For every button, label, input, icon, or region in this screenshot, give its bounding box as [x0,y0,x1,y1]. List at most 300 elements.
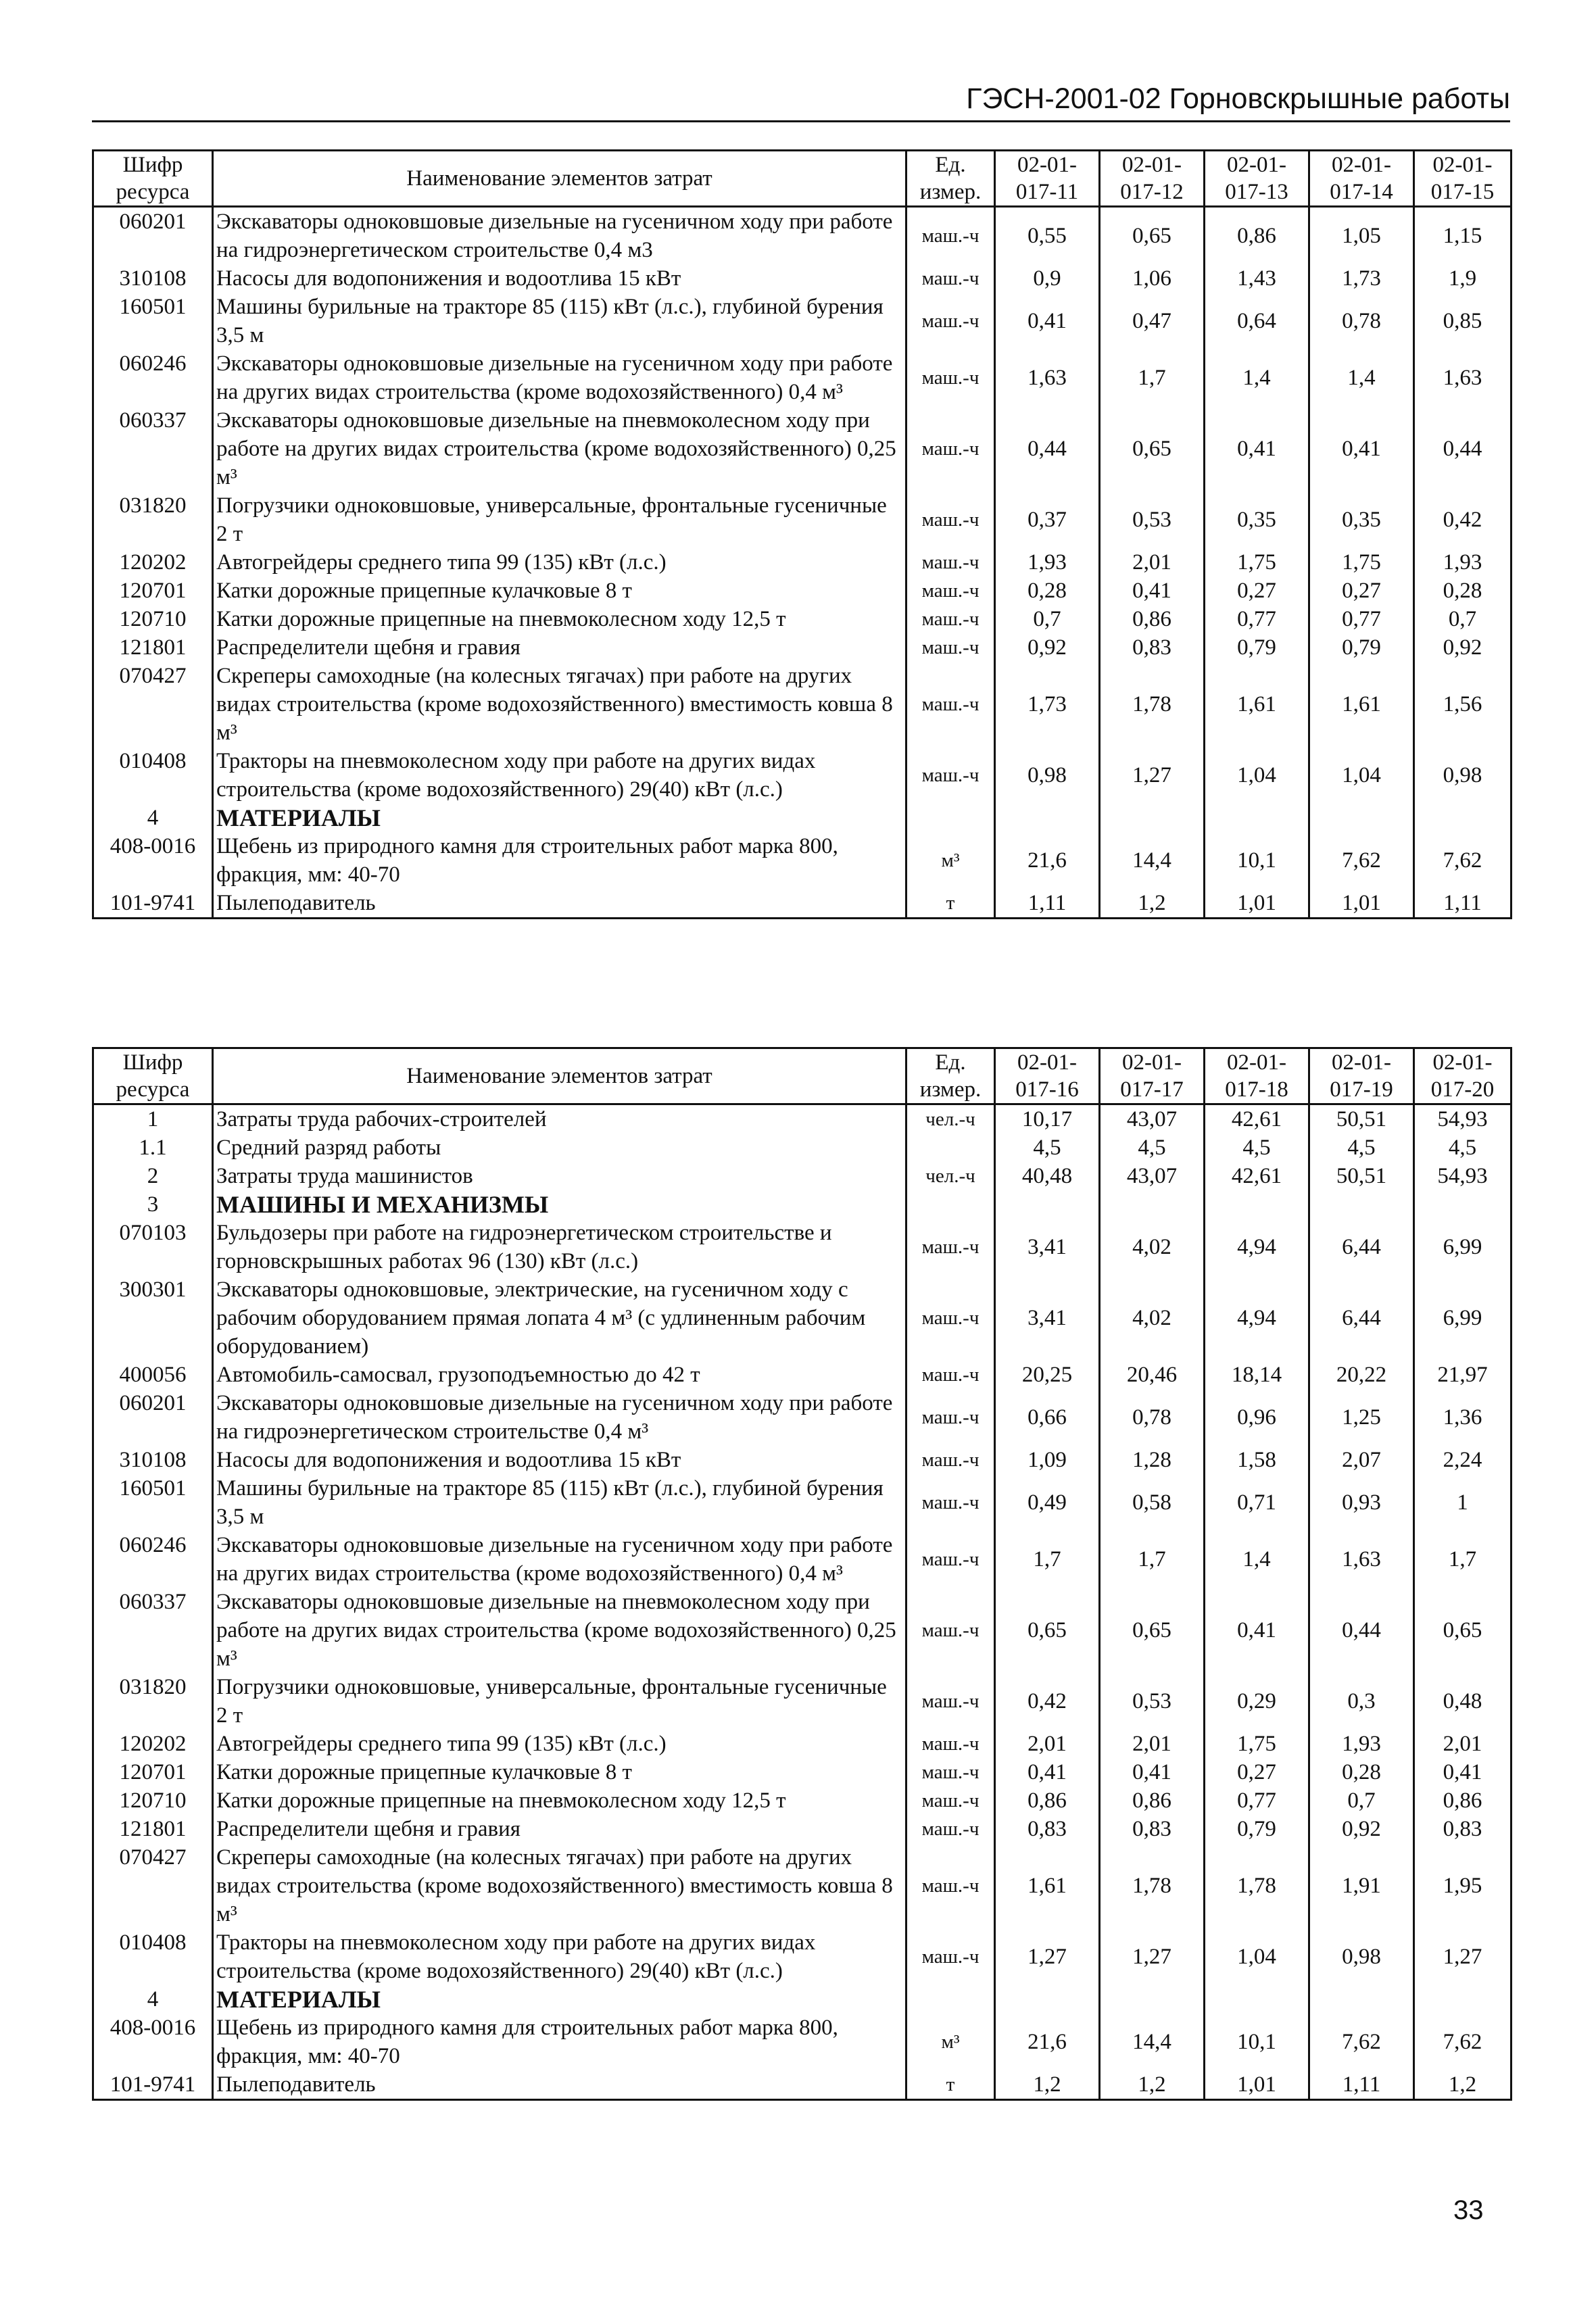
resource-table-2 [92,1047,1512,2101]
norm-value: 4,5 [1414,1134,1512,1162]
norm-value: 1,2 [1100,889,1205,919]
unit-of-measure: м³ [906,832,995,889]
table-header-row [93,151,1512,207]
unit-of-measure: маш.-ч [906,1275,995,1361]
norm-value: 7,62 [1414,832,1512,889]
norm-value: 0,71 [1205,1474,1309,1531]
resource-name: Экскаваторы одноковшовые дизельные на гусеничном ходу при работе на гидроэнергетическом строительстве 0,4 м³ [213,1389,906,1446]
resource-code: 310108 [93,1446,213,1474]
resource-name: Насосы для водопонижения и водоотлива 15 кВт [213,264,906,293]
resource-code: 060246 [93,1531,213,1588]
table-row [93,605,1512,633]
resource-name: Автогрейдеры среднего типа 99 (135) кВт (л.с.) [213,548,906,577]
norm-value: 1,78 [1205,1843,1309,1928]
norm-value [1414,804,1512,832]
norm-value: 50,51 [1309,1104,1414,1134]
resource-code: 310108 [93,264,213,293]
col-header-name: Наименование элементов затрат [213,1048,906,1104]
norm-value: 0,48 [1414,1673,1512,1730]
norm-value [995,1190,1100,1219]
table-row [93,1588,1512,1673]
norm-value: 0,83 [1100,1815,1205,1843]
resource-code: 120701 [93,577,213,605]
resource-code: 070103 [93,1219,213,1275]
norm-value: 1,63 [1414,349,1512,406]
unit-of-measure: маш.-ч [906,1815,995,1843]
norm-value [1309,1985,1414,2014]
resource-name: Щебень из природного камня для строительных работ марка 800, фракция, мм: 40-70 [213,832,906,889]
norm-value: 1,01 [1309,889,1414,919]
unit-of-measure: маш.-ч [906,1531,995,1588]
norm-value: 0,49 [995,1474,1100,1531]
norm-value: 1,2 [995,2070,1100,2100]
norm-value: 0,77 [1205,1786,1309,1815]
norm-value: 0,53 [1100,491,1205,548]
norm-value: 0,9 [995,264,1100,293]
norm-value: 1,36 [1414,1389,1512,1446]
norm-value: 0,65 [1414,1588,1512,1673]
section-row [93,1190,1512,1219]
unit-of-measure: маш.-ч [906,747,995,804]
norm-value [1309,804,1414,832]
unit-of-measure [906,1134,995,1162]
norm-value: 1,2 [1100,2070,1205,2100]
unit-of-measure: маш.-ч [906,577,995,605]
unit-of-measure: маш.-ч [906,633,995,662]
norm-value: 4,5 [995,1134,1100,1162]
norm-value: 0,35 [1309,491,1414,548]
col-header-norm: 02-01-017-14 [1309,151,1414,207]
norm-value: 1,04 [1205,747,1309,804]
norm-value: 0,41 [1205,406,1309,491]
resource-name: Погрузчики одноковшовые, универсальные, фронтальные гусеничные 2 т [213,491,906,548]
norm-value: 14,4 [1100,2014,1205,2070]
table-row [93,1843,1512,1928]
norm-value: 0,53 [1100,1673,1205,1730]
table-row [93,1219,1512,1275]
norm-value: 0,37 [995,491,1100,548]
unit-of-measure: маш.-ч [906,1843,995,1928]
norm-value: 0,92 [1309,1815,1414,1843]
norm-value: 4,94 [1205,1219,1309,1275]
norm-value: 14,4 [1100,832,1205,889]
norm-value: 6,99 [1414,1219,1512,1275]
table-row [93,349,1512,406]
resource-name: Машины бурильные на тракторе 85 (115) кВт (л.с.), глубиной бурения 3,5 м [213,1474,906,1531]
resource-name: Распределители щебня и гравия [213,633,906,662]
table-row [93,747,1512,804]
resource-code: 400056 [93,1361,213,1389]
norm-value: 0,7 [1309,1786,1414,1815]
norm-value: 0,66 [995,1389,1100,1446]
norm-value: 18,14 [1205,1361,1309,1389]
table-row [93,264,1512,293]
unit-of-measure: маш.-ч [906,406,995,491]
norm-value: 1,4 [1205,349,1309,406]
resource-name: Автогрейдеры среднего типа 99 (135) кВт (л.с.) [213,1730,906,1758]
resource-code: 408-0016 [93,832,213,889]
col-header-norm: 02-01-017-11 [995,151,1100,207]
norm-value: 0,35 [1205,491,1309,548]
resource-code: 120202 [93,1730,213,1758]
norm-value: 0,98 [995,747,1100,804]
resource-code: 120710 [93,605,213,633]
resource-code: 2 [93,1162,213,1190]
norm-value: 1,04 [1205,1928,1309,1985]
unit-of-measure: чел.-ч [906,1104,995,1134]
resource-code: 3 [93,1190,213,1219]
resource-code: 4 [93,1985,213,2014]
norm-value: 0,28 [1414,577,1512,605]
norm-value: 3,41 [995,1219,1100,1275]
norm-value: 0,86 [1414,1786,1512,1815]
norm-value: 1,63 [1309,1531,1414,1588]
unit-of-measure: маш.-ч [906,1474,995,1531]
norm-value: 1,15 [1414,207,1512,265]
norm-value: 0,83 [1100,633,1205,662]
norm-value: 0,7 [1414,605,1512,633]
norm-value: 1,27 [1100,1928,1205,1985]
resource-code: 060201 [93,1389,213,1446]
norm-value: 1,27 [1414,1928,1512,1985]
table-row [93,662,1512,747]
norm-value [995,1985,1100,2014]
norm-value: 0,83 [995,1815,1100,1843]
resource-code: 160501 [93,293,213,349]
norm-value: 1,27 [1100,747,1205,804]
norm-value: 7,62 [1309,2014,1414,2070]
unit-of-measure: маш.-ч [906,293,995,349]
table-row [93,1446,1512,1474]
norm-value: 1,11 [1309,2070,1414,2100]
table-row [93,1361,1512,1389]
norm-value: 0,58 [1100,1474,1205,1531]
document-title: ГЭСН-2001-02 Горновскрышные работы [966,82,1510,115]
table-row [93,889,1512,919]
page-number: 33 [1453,2195,1484,2225]
table-row [93,207,1512,265]
norm-value: 21,97 [1414,1361,1512,1389]
norm-value: 0,79 [1205,1815,1309,1843]
unit-of-measure: т [906,889,995,919]
norm-value: 0,86 [1100,605,1205,633]
resource-name: Катки дорожные прицепные кулачковые 8 т [213,577,906,605]
norm-value: 0,27 [1205,1758,1309,1786]
norm-value: 0,41 [1309,406,1414,491]
norm-value: 1,63 [995,349,1100,406]
unit-of-measure: маш.-ч [906,1588,995,1673]
table-row [93,832,1512,889]
norm-value: 2,07 [1309,1446,1414,1474]
resource-code: 121801 [93,1815,213,1843]
resource-table-1 [92,149,1512,919]
resource-code: 060337 [93,1588,213,1673]
norm-value: 1,7 [995,1531,1100,1588]
table-row [93,1389,1512,1446]
col-header-norm: 02-01-017-17 [1100,1048,1205,1104]
table-row [93,1162,1512,1190]
norm-value [995,804,1100,832]
resource-code: 031820 [93,491,213,548]
table-row [93,1730,1512,1758]
table-row [93,1104,1512,1134]
norm-value: 1,91 [1309,1843,1414,1928]
norm-value [1205,1190,1309,1219]
norm-value: 0,42 [1414,491,1512,548]
norm-value: 1,61 [1309,662,1414,747]
table-row [93,491,1512,548]
norm-value: 0,92 [1414,633,1512,662]
norm-value: 21,6 [995,832,1100,889]
norm-value: 1,78 [1100,1843,1205,1928]
resource-code: 060337 [93,406,213,491]
resource-name: Катки дорожные прицепные на пневмоколесном ходу 12,5 т [213,605,906,633]
resource-name: Затраты труда машинистов [213,1162,906,1190]
resource-code: 120701 [93,1758,213,1786]
resource-code: 4 [93,804,213,832]
norm-value: 1,28 [1100,1446,1205,1474]
norm-value: 0,86 [1100,1786,1205,1815]
unit-of-measure: маш.-ч [906,264,995,293]
norm-value: 0,65 [1100,1588,1205,1673]
resource-code: 120202 [93,548,213,577]
norm-value: 1,11 [1414,889,1512,919]
norm-value [1205,804,1309,832]
col-header-norm: 02-01-017-15 [1414,151,1512,207]
unit-of-measure: т [906,2070,995,2100]
table-row [93,1815,1512,1843]
norm-value [1100,1190,1205,1219]
norm-value: 2,01 [1100,1730,1205,1758]
table-row [93,1928,1512,1985]
norm-value: 0,93 [1309,1474,1414,1531]
unit-of-measure: маш.-ч [906,548,995,577]
norm-value: 1,06 [1100,264,1205,293]
norm-value: 1,7 [1100,1531,1205,1588]
norm-value [1100,804,1205,832]
resource-name: Экскаваторы одноковшовые дизельные на гусеничном ходу при работе на гидроэнергетическом строительстве 0,4 м3 [213,207,906,265]
norm-value: 0,44 [995,406,1100,491]
norm-value: 1,58 [1205,1446,1309,1474]
norm-value: 1,4 [1309,349,1414,406]
norm-value [1100,1985,1205,2014]
norm-value: 0,86 [995,1786,1100,1815]
norm-value: 0,78 [1100,1389,1205,1446]
table-row [93,1531,1512,1588]
resource-name: Машины бурильные на тракторе 85 (115) кВт (л.с.), глубиной бурения 3,5 м [213,293,906,349]
unit-of-measure: маш.-ч [906,207,995,265]
table-row [93,548,1512,577]
resource-name: Экскаваторы одноковшовые дизельные на пневмоколесном ходу при работе на других видах строительства (кроме водохозяйственного) 0,25 м³ [213,1588,906,1673]
norm-value: 0,41 [995,293,1100,349]
norm-value: 0,44 [1309,1588,1414,1673]
col-header-code: Шифр ресурса [93,1048,213,1104]
norm-value: 1,09 [995,1446,1100,1474]
norm-value: 0,65 [995,1588,1100,1673]
resource-name: Пылеподавитель [213,2070,906,2100]
norm-value: 2,01 [1100,548,1205,577]
unit-of-measure: маш.-ч [906,1361,995,1389]
norm-value [1309,1190,1414,1219]
unit-of-measure: м³ [906,2014,995,2070]
norm-value: 0,96 [1205,1389,1309,1446]
norm-value: 3,41 [995,1275,1100,1361]
norm-value: 2,01 [1414,1730,1512,1758]
norm-value: 21,6 [995,2014,1100,2070]
norm-value: 1,56 [1414,662,1512,747]
norm-value: 54,93 [1414,1104,1512,1134]
resource-name: Экскаваторы одноковшовые, электрические, на гусеничном ходу с рабочим оборудованием прямая лопата 4 м³ (с удлиненным рабочим оборудованием) [213,1275,906,1361]
norm-value: 1,73 [995,662,1100,747]
resource-code: 160501 [93,1474,213,1531]
unit-of-measure: маш.-ч [906,1928,995,1985]
norm-value: 0,98 [1414,747,1512,804]
table-row [93,2070,1512,2100]
norm-value: 1,93 [995,548,1100,577]
norm-value: 40,48 [995,1162,1100,1190]
norm-value: 0,44 [1414,406,1512,491]
resource-code: 070427 [93,662,213,747]
norm-value: 1,75 [1205,548,1309,577]
norm-value: 1,61 [995,1843,1100,1928]
norm-value: 42,61 [1205,1162,1309,1190]
norm-value: 50,51 [1309,1162,1414,1190]
norm-value [1414,1190,1512,1219]
norm-value: 10,1 [1205,832,1309,889]
section-row [93,1985,1512,2014]
norm-value: 0,64 [1205,293,1309,349]
norm-value: 1,7 [1100,349,1205,406]
resource-code: 060246 [93,349,213,406]
norm-value: 0,7 [995,605,1100,633]
section-title: МАШИНЫ И МЕХАНИЗМЫ [213,1190,906,1219]
norm-value: 0,3 [1309,1673,1414,1730]
norm-value: 1,11 [995,889,1100,919]
col-header-norm: 02-01-017-20 [1414,1048,1512,1104]
norm-value: 1,04 [1309,747,1414,804]
norm-value: 0,28 [995,577,1100,605]
norm-value: 0,77 [1205,605,1309,633]
norm-value: 1,01 [1205,2070,1309,2100]
norm-value: 0,42 [995,1673,1100,1730]
col-header-norm: 02-01-017-13 [1205,151,1309,207]
norm-value: 6,99 [1414,1275,1512,1361]
table-row [93,293,1512,349]
unit-of-measure: маш.-ч [906,1219,995,1275]
norm-value: 1,75 [1309,548,1414,577]
resource-name: Катки дорожные прицепные кулачковые 8 т [213,1758,906,1786]
unit-of-measure: маш.-ч [906,1389,995,1446]
col-header-unit: Ед. измер. [906,151,995,207]
norm-value: 0,78 [1309,293,1414,349]
resource-code: 408-0016 [93,2014,213,2070]
resource-code: 101-9741 [93,2070,213,2100]
section-row [93,804,1512,832]
norm-value [1414,1985,1512,2014]
norm-value: 0,92 [995,633,1100,662]
norm-value: 2,01 [995,1730,1100,1758]
resource-name: Тракторы на пневмоколесном ходу при работе на других видах строительства (кроме водохозяйственного) 29(40) кВт (л.с.) [213,1928,906,1985]
norm-value: 0,41 [995,1758,1100,1786]
section-title: МАТЕРИАЛЫ [213,804,906,832]
unit-of-measure: маш.-ч [906,662,995,747]
resource-code: 101-9741 [93,889,213,919]
norm-value: 1,2 [1414,2070,1512,2100]
norm-value: 20,22 [1309,1361,1414,1389]
table-row [93,1134,1512,1162]
norm-value: 0,41 [1100,577,1205,605]
norm-value: 0,47 [1100,293,1205,349]
resource-name: Пылеподавитель [213,889,906,919]
section-title: МАТЕРИАЛЫ [213,1985,906,2014]
norm-value: 10,17 [995,1104,1100,1134]
norm-value: 4,5 [1100,1134,1205,1162]
resource-name: Щебень из природного камня для строительных работ марка 800, фракция, мм: 40-70 [213,2014,906,2070]
table-row [93,1786,1512,1815]
norm-value: 1,43 [1205,264,1309,293]
unit-of-measure [906,1985,995,2014]
col-header-norm: 02-01-017-12 [1100,151,1205,207]
table-row [93,1474,1512,1531]
norm-value: 43,07 [1100,1162,1205,1190]
unit-of-measure: маш.-ч [906,1673,995,1730]
norm-value: 1 [1414,1474,1512,1531]
resource-name: Автомобиль-самосвал, грузоподъемностью до 42 т [213,1361,906,1389]
norm-value: 1,05 [1309,207,1414,265]
norm-value: 54,93 [1414,1162,1512,1190]
norm-value: 0,29 [1205,1673,1309,1730]
norm-value: 0,55 [995,207,1100,265]
norm-value: 10,1 [1205,2014,1309,2070]
unit-of-measure: маш.-ч [906,1446,995,1474]
resource-name: Экскаваторы одноковшовые дизельные на гусеничном ходу при работе на других видах строительства (кроме водохозяйственного) 0,4 м³ [213,349,906,406]
norm-value: 0,41 [1205,1588,1309,1673]
norm-value: 1,93 [1414,548,1512,577]
norm-value: 0,27 [1309,577,1414,605]
norm-value: 1,9 [1414,264,1512,293]
norm-value: 1,73 [1309,264,1414,293]
unit-of-measure: маш.-ч [906,491,995,548]
table-row [93,1673,1512,1730]
table-row [93,1758,1512,1786]
resource-code: 010408 [93,1928,213,1985]
norm-value: 0,79 [1205,633,1309,662]
norm-value: 0,65 [1100,207,1205,265]
norm-value: 43,07 [1100,1104,1205,1134]
norm-value: 1,4 [1205,1531,1309,1588]
norm-value: 6,44 [1309,1219,1414,1275]
norm-value [1205,1985,1309,2014]
norm-value: 0,86 [1205,207,1309,265]
norm-value: 0,98 [1309,1928,1414,1985]
norm-value: 4,02 [1100,1275,1205,1361]
norm-value: 42,61 [1205,1104,1309,1134]
table-row [93,1275,1512,1361]
resource-code: 1.1 [93,1134,213,1162]
table-row [93,406,1512,491]
norm-value: 6,44 [1309,1275,1414,1361]
unit-of-measure: маш.-ч [906,349,995,406]
table-row [93,577,1512,605]
norm-value: 4,5 [1309,1134,1414,1162]
unit-of-measure [906,1190,995,1219]
norm-value: 4,5 [1205,1134,1309,1162]
norm-value: 1,61 [1205,662,1309,747]
norm-value: 4,94 [1205,1275,1309,1361]
resource-name: Затраты труда рабочих-строителей [213,1104,906,1134]
resource-code: 031820 [93,1673,213,1730]
norm-value: 0,65 [1100,406,1205,491]
